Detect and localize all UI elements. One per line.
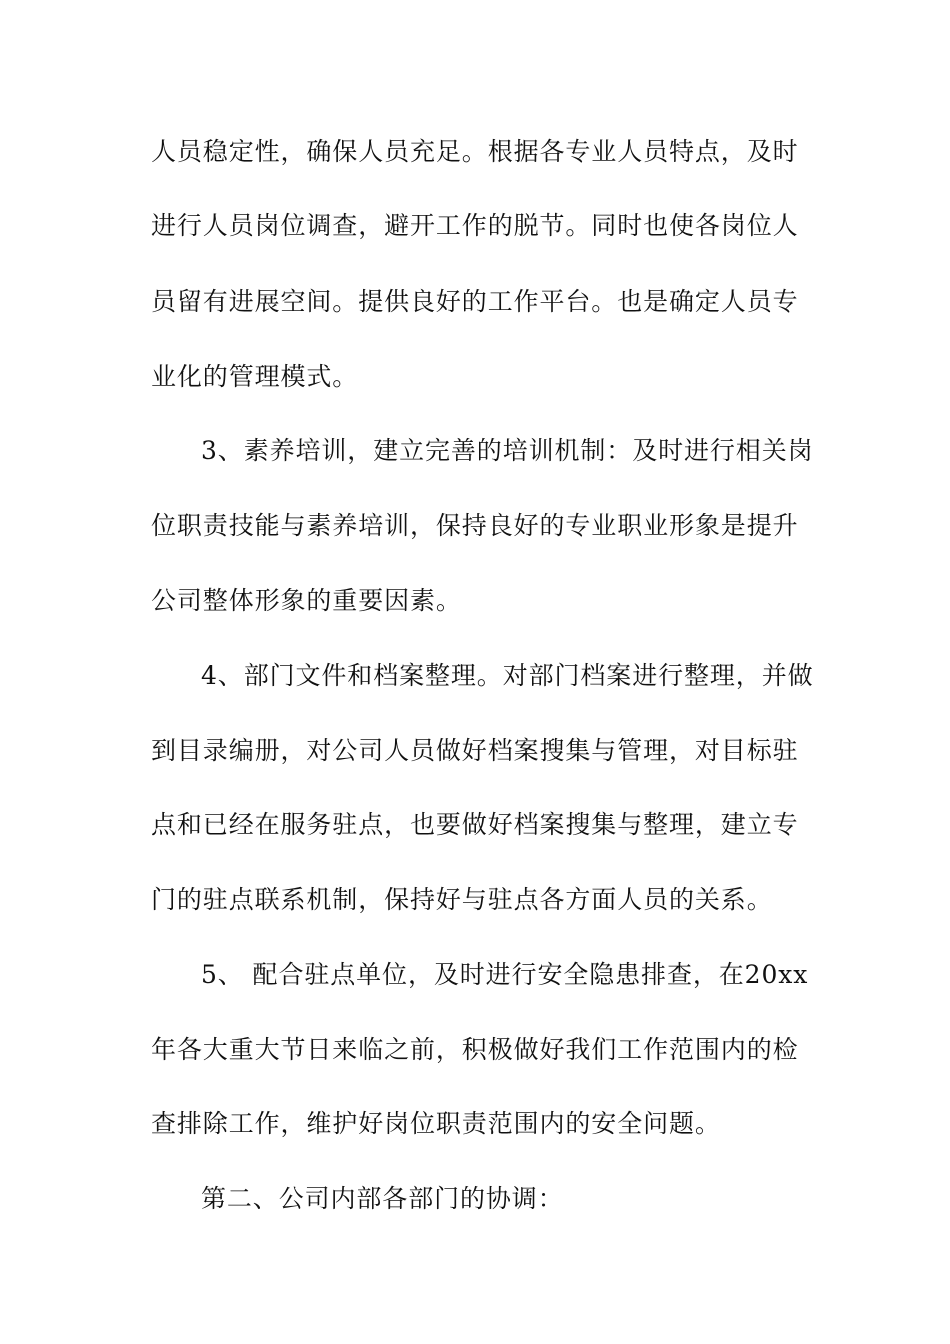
text-line: 年各大重大节日来临之前，积极做好我们工作范围内的检 — [151, 1035, 799, 1064]
paragraph-item-3: 3、素养培训，建立完善的培训机制：及时进行相关岗 — [201, 436, 814, 465]
paragraph-item-5: 5、 配合驻点单位，及时进行安全隐患排查，在20xx — [201, 960, 809, 989]
text-line: 公司整体形象的重要因素。 — [151, 586, 462, 615]
text-line: 位职责技能与素养培训，保持良好的专业职业形象是提升 — [151, 511, 799, 540]
text-line: 进行人员岗位调查，避开工作的脱节。同时也使各岗位人 — [151, 211, 799, 240]
section-heading: 第二、公司内部各部门的协调： — [201, 1184, 564, 1213]
text-line: 人员稳定性，确保人员充足。根据各专业人员特点，及时 — [151, 137, 799, 166]
text-line: 员留有进展空间。提供良好的工作平台。也是确定人员专 — [151, 287, 799, 316]
text-line: 门的驻点联系机制，保持好与驻点各方面人员的关系。 — [151, 885, 773, 914]
text-line: 到目录编册，对公司人员做好档案搜集与管理，对目标驻 — [151, 736, 799, 765]
text-line: 点和已经在服务驻点，也要做好档案搜集与整理，建立专 — [151, 810, 799, 839]
text-line: 查排除工作，维护好岗位职责范围内的安全问题。 — [151, 1109, 721, 1138]
paragraph-item-4: 4、部门文件和档案整理。对部门档案进行整理，并做 — [201, 661, 814, 690]
text-line: 业化的管理模式。 — [151, 362, 359, 391]
